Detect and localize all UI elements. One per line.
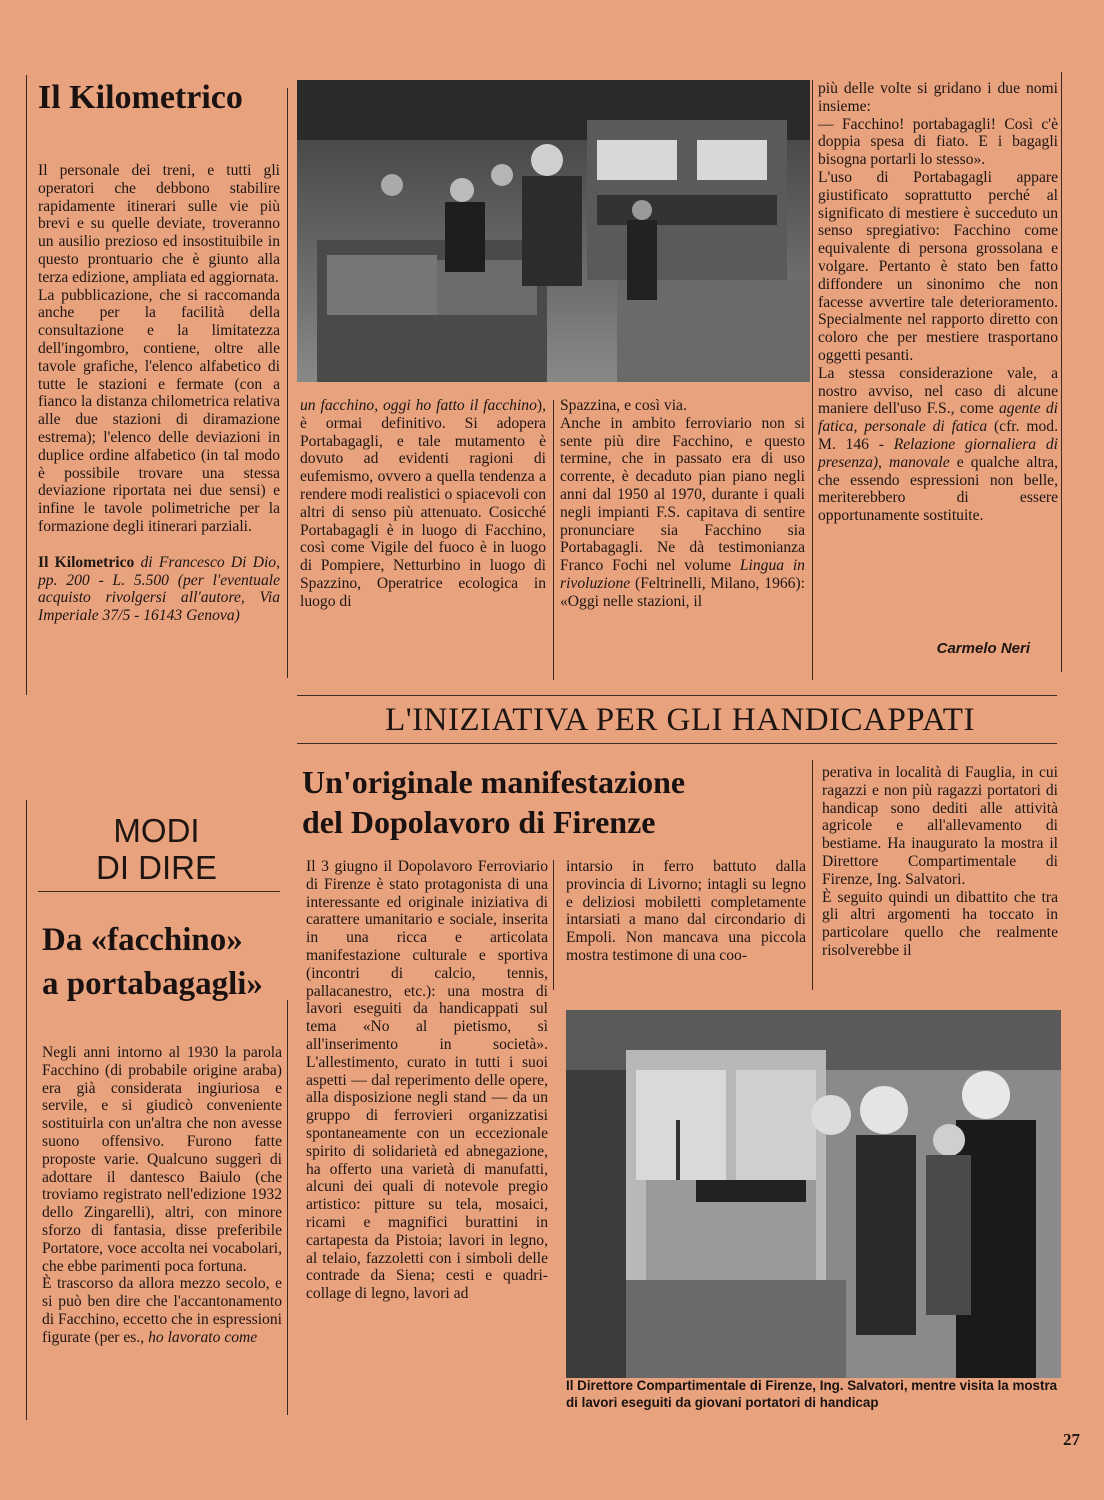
station-photo-image [297,80,810,382]
modi-text: Anche in ambito ferroviario non si sente più dire Facchino, e questo termine, che in passato era di uso corrente, è decaduto pian piano negli anni dal 1950 al 1970, durante i quali negli impianti F.S. capitava di sentire pronunciare sia Facchino sia Portabagagli. Ne dà testimonianza Franco Fochi nel volume [560,414,805,575]
kilometrico-paragraph: Il personale dei treni, e tutti gli operatori che debbono stabilire rapidamente itinerari sulle vie più brevi e su quelle deviate, troveranno un ausilio prezioso ed insostituibile in questo prontuario che è giunto alla terza edizione, ampliata ed aggiornata. [38,162,280,286]
section-rule-bottom [297,743,1057,744]
kicker-rule [38,891,280,892]
handicap-paragraph: Il 3 giugno il Dopolavoro Ferroviario di Firenze è stato protagonista di una interessante ed originale iniziativa di carattere umanitario e sociale, inserita in una ricca e articolata manifestazione culturale e sportiva (incontri di calcio, tennis, pallacanestro, etc.): una mostra di lavori eseguiti da handicappati sul tema «No al pietismo, sì all'inserimento in società». L'allestimento, curato in tutti i suoi aspetti — dal reperimento delle opere, alla disposizione negli stand — da un gruppo di ferrovieri organizzatisi spontaneamente con un eccezionale spirito di solidarietà ed abnegazione, ha offerto una varietà di manufatti, alcuni dei quali di notevole pregio artistico: pitture su tela, mosaici, ricami e magnifici burattini in cartapesta da Pistoia; lavori in legno, al telaio, fazzoletti con i simboli delle contrade da Siena; cesti e quadri-collage di legno, lavori ad [306,858,548,1303]
modi-text: È trascorso da allora mezzo secolo, e si può ben dire che l'accantonamento di Facchino, eccetto che in espressioni figurate (per es., [42,1275,282,1346]
modi-kicker [34,812,279,886]
modi-italic: ho lavorato come [144,1328,258,1346]
column-rule [287,88,288,678]
modi-paragraph: L'uso di Portabagagli appare giustificato soprattutto perché al significato di mestiere è succeduto un senso spregiativo: Facchino come equivalente di persona grossolana e volgare. Pertanto è stato ben fatto diffondere un sinonimo che non facesse avvertire tale deterioramento. Specialmente nel rapporto diretto con coloro che per mestiere trasportano oggetti pesanti. [818,168,1058,364]
kilometrico-credit [38,554,280,625]
modi-column-1 [42,1044,282,1347]
modi-text: (Feltrinelli, Milano, 1966): «Oggi nelle stazioni, il [560,574,805,610]
column-rule [26,800,27,1420]
exhibition-photo-image [566,1010,1061,1378]
modi-kicker-line: DI DIRE [95,849,217,886]
column-rule [1061,72,1062,672]
kilometrico-paragraph: La pubblicazione, che si raccomanda anche per la facilità della consultazione e la limitatezza dell'ingombro, contiene, oltre alle tavole grafiche, l'elenco alfabetico di tutte le stazioni e fermate (con a fianco la distanza chilometrica relativa alle due stazioni di diramazione estrema); l'elenco delle deviazioni in duplice ordine alfabetico (in tal modo è possibile trovare una stessa deviazione riportata nei due sensi) e infine le tavole polimetriche per la formazione degli itinerari parziali. [38,286,280,535]
handicap-title [302,762,812,842]
column-rule [553,860,554,990]
modi-text: ), è ormai definitivo. Si adopera Portabagagli, e tale mutamento è dovuto ad evidenti ragioni di eufemismo, ovvero a quella tendenza a rendere modi realistici o spiacevoli con altri di senso più attenuato. Cosicché Portabagagli è in luogo di Facchino, così come Vigile del fuoco è in luogo di Pompiere, Netturbino in luogo di Spazzino, Operatrice ecologica in luogo di [300,397,546,610]
handicap-column-3 [822,764,1058,960]
credit-title: Il Kilometrico [38,553,135,571]
modi-paragraph: — Facchino! portabagagli! Così c'è doppia spesa di fiato. E i bagagli bisogna portarli lo stesso». [818,115,1058,169]
modi-italic: Relazione giornaliera di presenza), manovale [818,435,1058,471]
handicap-column-1 [306,858,548,1303]
modi-italic: agente di fatica, personale di fatica [818,400,1058,436]
modi-paragraph [560,415,805,611]
handicap-title-line: del Dopolavoro di Firenze [302,804,656,840]
column-rule [812,80,813,680]
modi-column-4 [818,80,1058,525]
handicap-title-line: Un'originale manifestazione [302,764,686,800]
modi-text: e qualche altra, che essendo espressioni non belle, meriterebbero di essere opportunamente sostituite. [818,453,1058,525]
modi-text: (cfr. mod. M. 146 - [818,418,1058,453]
column-rule [553,400,554,680]
handicap-paragraph: perativa in località di Fauglia, in cui ragazzi e non più ragazzi portatori di handicap sono dediti alle attività agricole e all'allevamento di bestiame. Ha inaugurato la mostra il Direttore Compartimentale di Firenze, Ing. Salvatori. [822,764,1058,888]
modi-italic: un facchino, oggi ho fatto il facchino [300,397,537,414]
station-photo [297,80,810,382]
page-number: 27 [1063,1430,1080,1449]
modi-title-line: a portabagagli» [42,966,263,1002]
modi-column-2 [300,397,546,611]
kilometrico-body [38,162,280,625]
modi-paragraph: Spazzina, e così via. [560,397,687,414]
handicap-column-2 [566,858,806,965]
modi-text: La stessa considerazione vale, a nostro avviso, nel caso di alcune maniere dell'uso F.S., come [818,364,1058,418]
modi-title [42,918,287,1006]
modi-paragraph [818,365,1058,525]
modi-paragraph [300,397,546,611]
modi-title-line: Da «facchino» [42,922,243,958]
kilometrico-title: Il Kilometrico [38,79,243,116]
author-signature: Carmelo Neri [936,640,1030,657]
modi-kicker-line: MODI [113,812,200,849]
handicap-paragraph: È seguito quindi un dibattito che tra gli altri argomenti ha toccato in particolare quello che realmente risolverebbe il [822,888,1058,959]
modi-paragraph: Negli anni intorno al 1930 la parola Facchino (di probabile origine araba) era già considerata ingiuriosa e servile, e si giudicò conveniente sostituirla con un'altra che non avesse suono offensivo. Furono fatte proposte varie. Qualcuno suggerì di adottare il dantesco Baiulo (che troviamo registrato nell'edizione 1932 dello Zingarelli), altri, con minore sforzo di fantasia, disse preferibile Portatore, voce accolta nei vocabolari, che ebbe parimenti poca fortuna. [42,1044,282,1275]
photo-caption: Il Direttore Compartimentale di Firenze, Ing. Salvatori, mentre visita la mostra di lavori eseguiti da giovani portatori di handicap [566,1378,1058,1410]
column-rule [26,75,27,695]
modi-paragraph: più delle volte si gridano i due nomi insieme: [818,80,1058,115]
credit-details: di Francesco Di Dio, pp. 200 - L. 5.500 (per l'eventuale acquisto rivolgersi all'autore, Via Imperiale 37/5 - 16143 Genova) [38,553,280,625]
section-rule-top [297,695,1057,696]
modi-column-3 [560,397,805,611]
exhibition-photo [566,1010,1061,1378]
column-rule [287,1000,288,1415]
handicap-kicker: L'INIZIATIVA PER GLI HANDICAPPATI [385,702,975,738]
handicap-paragraph: intarsio in ferro battuto dalla provincia di Livorno; intagli su legno e deliziosi mobiletti completamente intarsiati a mano dal circondario di Empoli. Non mancava una piccola mostra testimone di una coo- [566,858,806,964]
column-rule [812,760,813,990]
modi-italic: Lingua in rivoluzione [560,557,805,592]
modi-paragraph [42,1275,282,1346]
